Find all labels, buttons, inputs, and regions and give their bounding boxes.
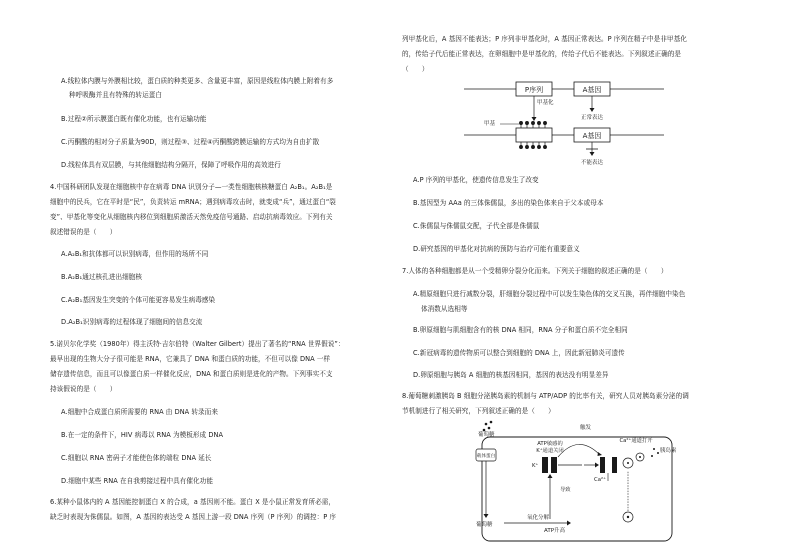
- a-gene-label-bottom: A基因: [582, 132, 602, 140]
- p-sequence-label-top: P序列: [524, 86, 544, 94]
- q4-option-c: C.A₂B₁基因发生突变的个体可能更容易发生病毒感染: [61, 296, 216, 304]
- q7-option-d: D.卵原细胞与胰岛 A 细胞的核基因相同，基因的表达没有明显差异: [413, 371, 609, 379]
- q8-stem-cont: 节机制进行了相关研究，下列叙述正确的是（ ）: [402, 407, 555, 415]
- insulin-secretion-diagram: [460, 419, 690, 551]
- methylation-label: 甲基化: [537, 100, 554, 106]
- q6-stem-cont: 缺乏时表现为侏儒鼠。如图，A 基因的表达受 A 基因上游一段 DNA 序列（P 序列）的调控：P 序: [50, 513, 337, 521]
- q4-stem-cont: 变”、甲基化等变化从细胞核内移位到细胞质激活天然免疫信号通路、启动抗病毒效应。下列有关: [50, 213, 333, 221]
- leads-to-label: 导致: [560, 487, 571, 493]
- ca-plus-label: Ca²⁺: [594, 477, 606, 483]
- q3-option-b: B.过程②所示膜蛋白既有催化功能，也有运输功能: [61, 115, 207, 123]
- a-gene-label-top: A基因: [582, 86, 602, 94]
- carrier-protein-label: 载体蛋白: [476, 454, 496, 459]
- k-plus-label: K⁺: [532, 463, 539, 469]
- q4-option-b: B.A₂B₁通过核孔进出细胞核: [61, 273, 143, 281]
- q6-option-a: A.P 序列的甲基化，使遗传信息发生了改变: [413, 176, 539, 184]
- q6-stem-continued: （ ）: [402, 65, 429, 73]
- cell-membrane: [482, 437, 672, 541]
- q5-option-a: A.细胞中合成蛋白质所需要的 RNA 由 DNA 转录而来: [61, 408, 218, 416]
- methylation-diagram: [464, 77, 664, 169]
- insulin-vesicles: [623, 453, 644, 522]
- k-channel-left: [542, 457, 548, 473]
- q7-option-a-cont: 体消数从选相等: [421, 305, 468, 313]
- q7-stem: 7.人体的各种细胞都是从一个受精卵分裂分化而来。下列关于细胞的叙述正确的是（ ）: [402, 267, 668, 275]
- q5-option-d: D.细胞中某些 RNA 在自我剪接过程中具有催化功能: [61, 477, 213, 485]
- k-channel-closed-label: K⁺通道关闭: [536, 448, 564, 454]
- q4-option-a: A.A₂B₁和抗体都可以识别病毒，但作用的场所不同: [61, 250, 209, 258]
- q5-option-b: B.在一定的条件下，HIV 病毒以 RNA 为模板形成 DNA: [61, 431, 224, 439]
- q5-stem-cont: 最早出现的生物大分子很可能是 RNA，它兼具了 DNA 和蛋白质的功能，不但可以像 DNA 一样: [50, 355, 331, 363]
- q7-option-a: A.精原细胞只进行减数分裂，肝细胞分裂过程中可以发生染色体的交叉互换，再伴细胞中染色: [413, 290, 686, 298]
- q6-stem: 6.某种小鼠体内的 A 基因能控制蛋白 X 的合成，a 基因则不能。蛋白 X 是小鼠正常发育所必需，: [50, 498, 336, 506]
- glucose-label-top: 葡萄糖: [478, 432, 495, 438]
- q6-option-d: D.研究基因的甲基化对抗病的预防与治疗可能有重要意义: [413, 245, 580, 253]
- q6-option-c: C.侏儒鼠与侏儒鼠交配，子代全部是侏儒鼠: [413, 222, 540, 230]
- p-sequence-box-bottom: [516, 128, 552, 142]
- glucose-molecules: [483, 421, 493, 432]
- q5-stem-cont: 储存遗传信息，而且可以像蛋白质一样催化反应，DNA 和蛋白质则是进化的产物。下列事实不支: [50, 370, 333, 378]
- q8-stem: 8.葡萄糖刺激胰岛 B 细胞分泌胰岛素的机制与 ATP/ADP 的比率有关，研究人员对胰岛素分泌的调: [402, 392, 689, 400]
- glucose-label-bottom: 葡萄糖: [476, 522, 493, 528]
- q5-stem-cont: 持该假说的是（ ）: [50, 385, 117, 393]
- q4-option-d: D.A₂B₁识别病毒的过程体现了细胞间的信息交流: [61, 318, 203, 326]
- no-expression-label: 不能表达: [580, 160, 604, 166]
- oxidative-breakdown-label: 氧化分解: [526, 515, 550, 521]
- q5-option-c: C.细胞以 RNA 密码子才能使色体的端粒 DNA 延长: [61, 454, 212, 462]
- q7-option-c: C.新冠病毒的遗传物质可以整合到细胞的 DNA 上，因此新冠肺炎可遗传: [413, 349, 625, 357]
- q3-option-c: C.丙酮酸的相对分子质量为90D，则过程③、过程④丙酮酸跨膜运输的方式均为自由扩散: [61, 138, 320, 146]
- atp-rise-label: ATP升高: [544, 528, 566, 534]
- q3-option-a-cont: 种呼吸酶并且有特殊的转运蛋白: [69, 91, 163, 99]
- q6-stem-continued: 的，传给子代后能正常表达，在卵细胞中是甲基化的，传给子代后不能表达。下列叙述正确的是: [402, 50, 682, 58]
- q4-stem: 4.中国科研团队发现在细胞核中存在病毒 DNA 识别分子—一类性细胞核核糖蛋白 A₂B₁。A₂B₁是: [50, 183, 333, 191]
- q6-stem-continued: 列甲基化后，A 基因不能表达；P 序列非甲基化时，A 基因正常表达。P 序列在精子中是非甲基化: [402, 35, 687, 43]
- q3-option-a: A.线粒体内膜与外膜相比较，蛋白质的种类更多、含量更丰富，原因是线粒体内膜上附着有多: [61, 77, 334, 85]
- q6-option-b: B.基因型为 AAa 的三体侏儒鼠，多出的染色体来自于父本或母本: [413, 199, 604, 207]
- ca-channel-left: [600, 457, 605, 473]
- q4-stem-cont: 细胞中的民兵，它在平时是“民”，负责转运 mRNA；遇到病毒攻击时，就变成“兵”，通过蛋白“裂: [50, 198, 336, 206]
- ca-channel-right: [612, 457, 617, 473]
- normal-expression-label: 正常表达: [580, 115, 604, 121]
- k-channel-right: [551, 457, 557, 473]
- q5-stem: 5.诺贝尔化学奖（1980年）得主沃特·吉尔伯特（Walter Gilbert）提出了著名的“RNA 世界假说”：: [50, 340, 345, 348]
- q4-stem-cont: 叙述错误的是（ ）: [50, 228, 117, 236]
- atp-sensitive-label: ATP敏感的: [537, 441, 563, 447]
- q3-option-d: D.线粒体具有双层膜，与其他细胞结构分隔开，保障了呼吸作用的高效进行: [61, 161, 281, 169]
- ca-channel-open-label: Ca²⁺通道打开: [619, 438, 653, 444]
- methyl-group-label: 甲基: [484, 121, 496, 127]
- trigger-label: 触发: [580, 425, 592, 431]
- insulin-label: 胰岛素: [660, 448, 677, 454]
- q7-option-b: B.卵原细胞与肌细胞含有的核 DNA 相同，RNA 分子和蛋白质不完全相同: [413, 326, 628, 334]
